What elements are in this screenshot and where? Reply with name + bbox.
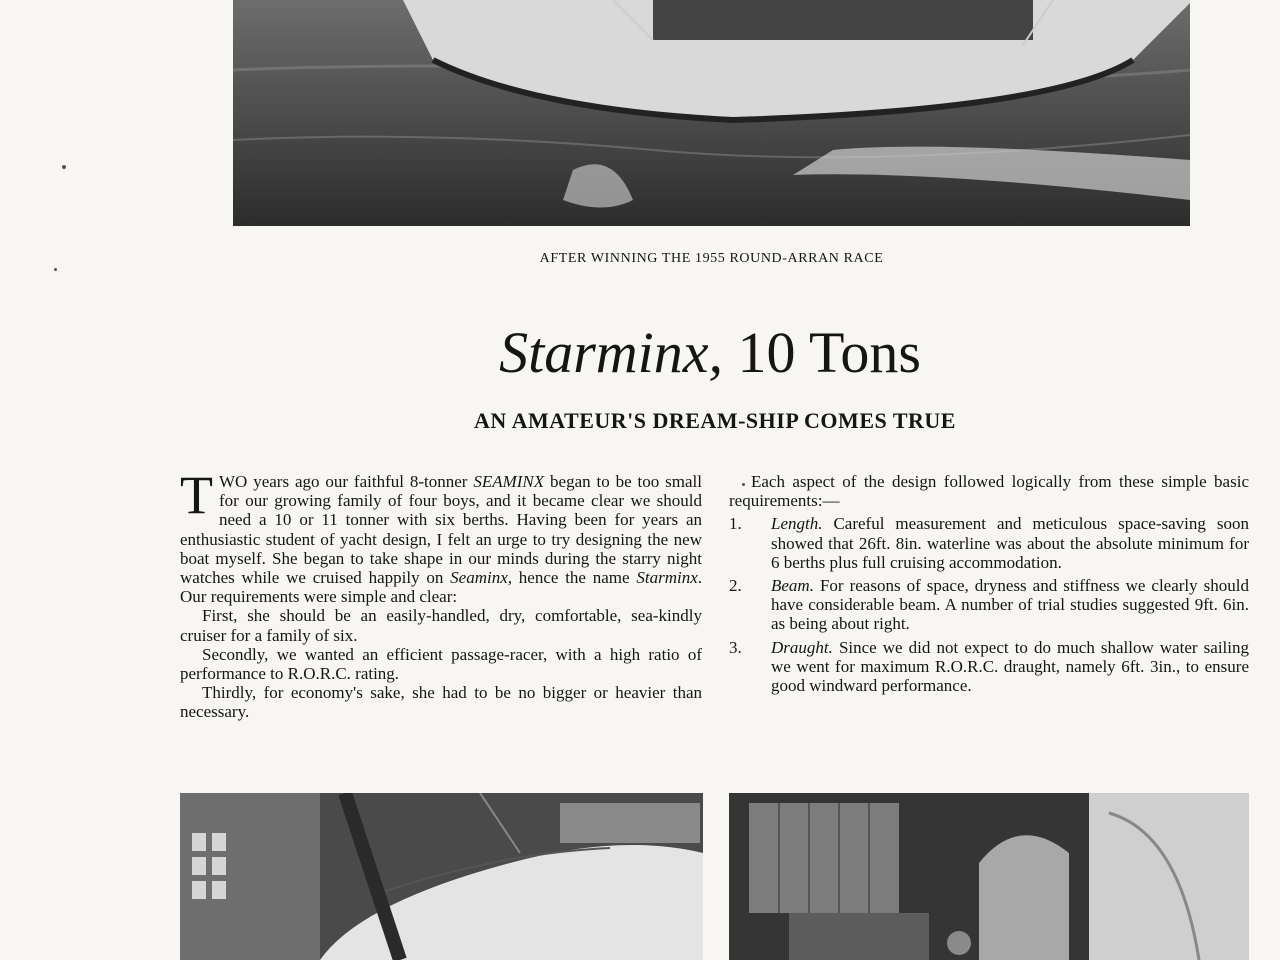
print-speck xyxy=(742,483,745,486)
title-tonnage: 10 Tons xyxy=(723,320,921,385)
boatyard-hull-photo xyxy=(180,793,703,960)
right-text-column xyxy=(729,472,1249,695)
item-text: Careful measurement and meticulous space-saving soon showed that 26ft. 8in. waterline was about the absolute minimum for 6 berths plus full cruising accommodation. xyxy=(771,514,1249,572)
title-boat-name: Starminx, xyxy=(499,320,724,385)
seaminx-caps: SEAMINX xyxy=(473,472,545,491)
item-term: Beam. xyxy=(771,576,814,596)
requirement-first: First, she should be an easily-handled, dry, comfortable, sea-kindly cruiser for a family of six. xyxy=(180,606,702,645)
item-number: 3. xyxy=(729,637,742,657)
seaminx-italic: Seaminx, xyxy=(450,568,512,588)
drop-cap: T xyxy=(180,465,213,525)
left-text-column xyxy=(180,465,703,722)
cabin-interior-photo xyxy=(729,793,1249,960)
intro-paragraph xyxy=(180,465,703,607)
intro-text-a: WO years ago our faithful 8-tonner xyxy=(219,472,474,491)
item-text: Since we did not expect to do much shallow water sailing we went for maximum R.O.R.C. draught, namely 6ft. 3in., to ensure good windward performance. xyxy=(771,637,1249,696)
requirement-second: Secondly, we wanted an efficient passage-racer, with a high ratio of performance to R.O.R.C. rating. xyxy=(180,644,702,684)
photo-caption: AFTER WINNING THE 1955 ROUND-ARRAN RACE xyxy=(539,251,884,266)
item-term: Draught. xyxy=(771,637,833,657)
requirement-item xyxy=(729,638,1249,696)
intro-text-e: hence the name xyxy=(512,568,637,588)
intro-text-c: began to be too small for our growing family of four boys, and it became clear we should need a 10 or 11 tonner with six berths. Having been for years an enthusiastic student of yacht design, I felt an urge to try designing the new boat myself. She began to take shape in our minds during the starry night watches while we cruised happily on xyxy=(180,472,702,588)
article-title xyxy=(0,318,1280,388)
yacht-sailing-photo xyxy=(233,0,1190,226)
requirement-item xyxy=(729,514,1249,572)
intro-text-g: . Our requirements were simple and clear: xyxy=(180,568,703,607)
article-subtitle: AN AMATEUR'S DREAM-SHIP COMES TRUE xyxy=(474,408,956,433)
requirement-item xyxy=(729,576,1249,634)
print-speck xyxy=(54,268,57,271)
item-number: 2. xyxy=(729,576,742,596)
item-text: For reasons of space, dryness and stiffness we clearly should have considerable beam. A number of trial studies suggested 9ft. 6in. as being about right. xyxy=(771,576,1249,634)
design-intro: Each aspect of the design followed logically from these simple basic requirements:— xyxy=(729,472,1249,511)
requirement-third: Thirdly, for economy's sake, she had to be no bigger or heavier than necessary. xyxy=(180,683,702,722)
print-speck xyxy=(62,165,66,169)
starminx-italic: Starminx xyxy=(636,568,698,588)
item-number: 1. xyxy=(729,514,742,534)
item-term: Length. xyxy=(771,514,823,534)
